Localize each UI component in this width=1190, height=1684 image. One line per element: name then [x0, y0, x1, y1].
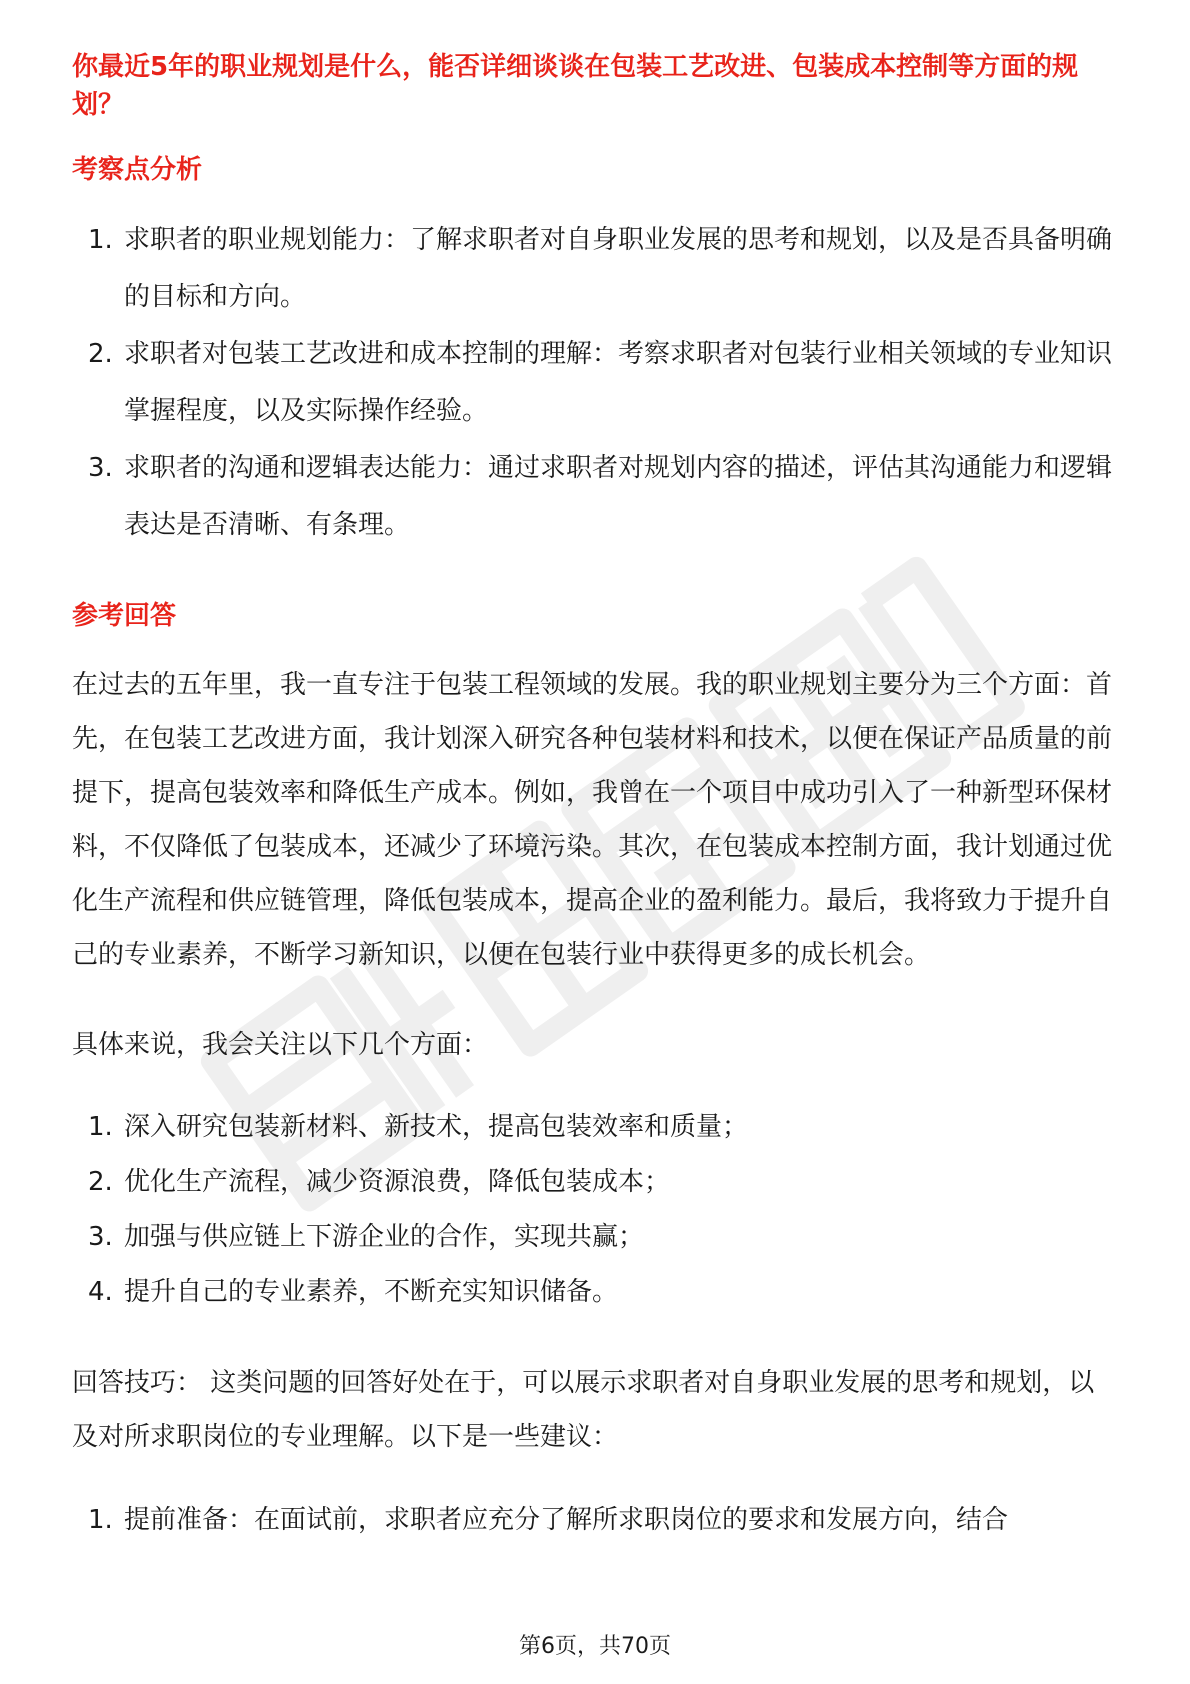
list-item-text: 深入研究包装新材料、新技术，提高包装效率和质量；: [124, 1112, 749, 1142]
list-number: 1.: [88, 1112, 113, 1142]
list-item-text: 优化生产流程，减少资源浪费，降低包装成本；: [124, 1167, 671, 1197]
page-content: [72, 48, 1118, 1549]
list-item-text: 加强与供应链上下游企业的合作，实现共赢；: [124, 1222, 645, 1252]
list-item: [72, 1100, 1118, 1155]
list-item-text: 求职者对包装工艺改进和成本控制的理解：考察求职者对包装行业相关领域的专业知识掌握程度，以及实际操作经验。: [124, 339, 1113, 426]
question-heading: 你最近5年的职业规划是什么，能否详细谈谈在包装工艺改进、包装成本控制等方面的规划？: [72, 52, 1079, 120]
list-item: [72, 326, 1118, 440]
list-item: [72, 1492, 1118, 1549]
list-item-text: 提升自己的专业素养，不断充实知识储备。: [124, 1277, 619, 1307]
list-number: 1.: [88, 1505, 113, 1535]
list-item: [72, 440, 1118, 554]
analysis-heading: 考察点分析: [72, 155, 203, 185]
list-item-text: 求职者的沟通和逻辑表达能力：通过求职者对规划内容的描述，评估其沟通能力和逻辑表达是否清晰、有条理。: [124, 453, 1113, 540]
list-number: 1.: [88, 225, 113, 255]
list-item: [72, 1155, 1118, 1210]
list-number: 2.: [88, 1167, 113, 1197]
tips-list: [72, 1492, 1118, 1549]
list-item-text: 提前准备：在面试前，求职者应充分了解所求职岗位的要求和发展方向，结合: [124, 1505, 1009, 1535]
list-number: 4.: [88, 1277, 113, 1307]
list-item: [72, 1210, 1118, 1265]
answer-paragraph: 在过去的五年里，我一直专注于包装工程领域的发展。我的职业规划主要分为三个方面：首先，在包装工艺改进方面，我计划深入研究各种包装材料和技术，以便在保证产品质量的前提下，提高包装效率和降低生产成本。例如，我曾在一个项目中成功引入了一种新型环保材料，不仅降低了包装成本，还减少了环境污染。其次，在包装成本控制方面，我计划通过优化生产流程和供应链管理，降低包装成本，提高企业的盈利能力。最后，我将致力于提升自己的专业素养，不断学习新知识，以便在包装行业中获得更多的成长机会。: [72, 670, 1113, 970]
page-footer: 第6页，共70页: [519, 1634, 671, 1659]
detail-list: [72, 1100, 1118, 1320]
list-item: [72, 1265, 1118, 1320]
list-number: 3.: [88, 453, 113, 483]
detail-intro: 具体来说，我会关注以下几个方面：: [72, 1030, 489, 1060]
analysis-list: [72, 212, 1118, 554]
tips-intro: 回答技巧： 这类问题的回答好处在于，可以展示求职者对自身职业发展的思考和规划，以及对所求职岗位的专业理解。以下是一些建议：: [72, 1368, 1095, 1452]
answer-heading: 参考回答: [72, 601, 177, 631]
list-item-text: 求职者的职业规划能力：了解求职者对自身职业发展的思考和规划，以及是否具备明确的目标和方向。: [124, 225, 1113, 312]
list-number: 3.: [88, 1222, 113, 1252]
list-number: 2.: [88, 339, 113, 369]
list-item: [72, 212, 1118, 326]
